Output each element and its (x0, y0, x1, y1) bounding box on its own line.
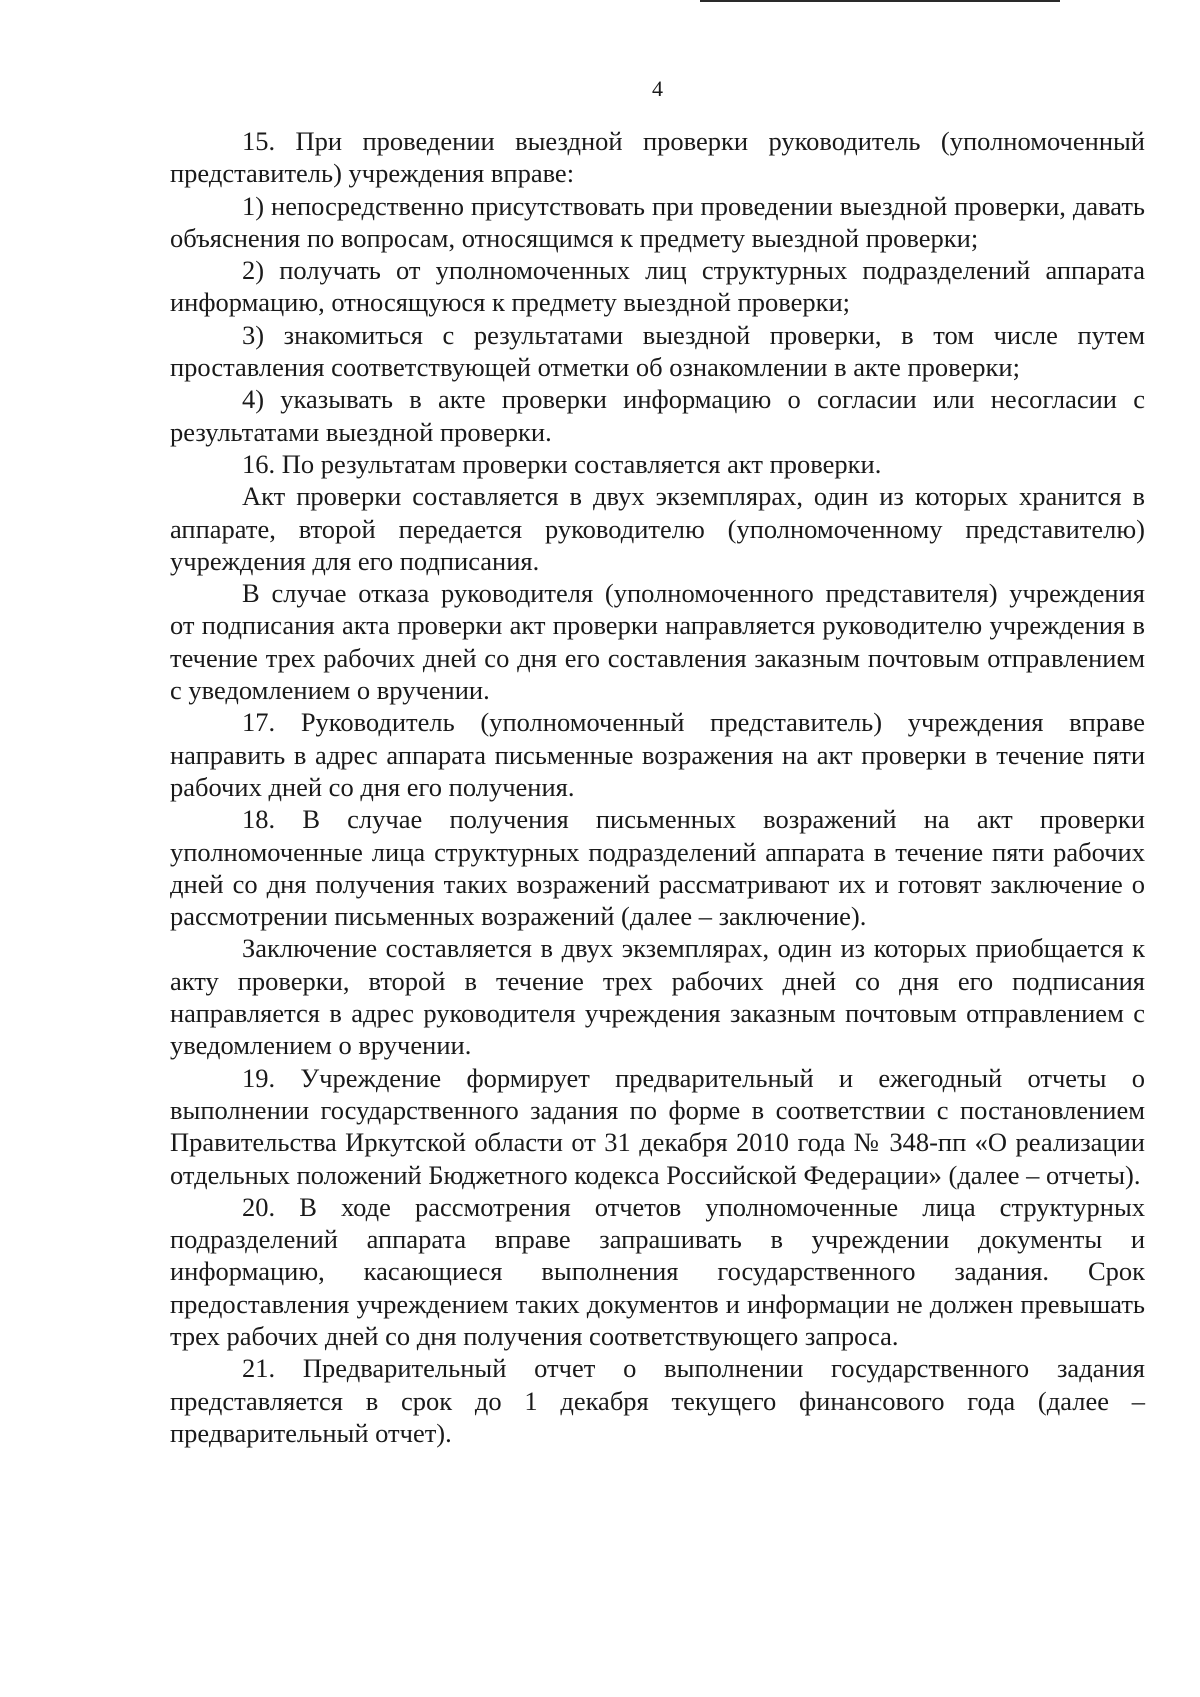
document-body (170, 125, 1145, 1449)
paragraph-17: 17. Руководитель (уполномоченный представитель) учреждения вправе направить в адрес аппарата письменные возражения на акт проверки в течение пяти рабочих дней со дня его получения. (170, 707, 1145, 802)
paragraph-15: 15. При проведении выездной проверки руководитель (уполномоченный представитель) учреждения вправе: (170, 126, 1145, 189)
paragraph-16: 16. По результатам проверки составляется акт проверки. (242, 448, 882, 479)
paragraph-18-conclusion: Заключение составляется в двух экземплярах, один из которых приобщается к акту проверки, второй в течение трех рабочих дней со дня его подписания направляется в адрес руководителя учреждения заказным почтовым отправлением с уведомлением о вручении. (170, 933, 1145, 1061)
paragraph-15-item-1: 1) непосредственно присутствовать при проведении выездной проверки, давать объяснения по вопросам, относящимся к предмету выездной проверки; (170, 190, 1145, 253)
top-rule (700, 0, 1060, 2)
paragraph-19: 19. Учреждение формирует предварительный и ежегодный отчеты о выполнении государственного задания по форме в соответствии с постановлением Правительства Иркутской области от 31 декабря 2010 года № 348-пп «О реализации отдельных положений Бюджетного кодекса Российской Федерации» (далее – отчеты). (170, 1062, 1145, 1190)
paragraph-15-item-2: 2) получать от уполномоченных лиц структурных подразделений аппарата информацию, относящуюся к предмету выездной проверки; (170, 255, 1145, 318)
paragraph-15-item-4: 4) указывать в акте проверки информацию о согласии или несогласии с результатами выездной проверки. (170, 384, 1145, 447)
paragraph-18: 18. В случае получения письменных возражений на акт проверки уполномоченные лица структурных подразделений аппарата в течение пяти рабочих дней со дня получения таких возражений рассматривают их и готовят заключение о рассмотрении письменных возражений (далее – заключение). (170, 804, 1145, 932)
paragraph-16-act-copies: Акт проверки составляется в двух экземплярах, один из которых хранится в аппарате, второй передается руководителю (уполномоченному представителю) учреждения для его подписания. (170, 481, 1145, 576)
paragraph-16-refusal: В случае отказа руководителя (уполномоченного представителя) учреждения от подписания акта проверки акт проверки направляется руководителю учреждения в течение трех рабочих дней со дня его составления заказным почтовым отправлением с уведомлением о вручении. (170, 578, 1145, 706)
paragraph-21: 21. Предварительный отчет о выполнении государственного задания представляется в срок до 1 декабря текущего финансового года (далее – предварительный отчет). (170, 1353, 1145, 1448)
paragraph-15-item-3: 3) знакомиться с результатами выездной проверки, в том числе путем проставления соответствующей отметки об ознакомлении в акте проверки; (170, 319, 1145, 383)
page-number: 4 (652, 76, 663, 101)
paragraph-20: 20. В ходе рассмотрения отчетов уполномоченные лица структурных подразделений аппарата вправе запрашивать в учреждении документы и информацию, касающиеся выполнения государственного задания. Срок предоставления учреждением таких документов и информации не должен превышать трех рабочих дней со дня получения соответствующего запроса. (170, 1191, 1145, 1351)
